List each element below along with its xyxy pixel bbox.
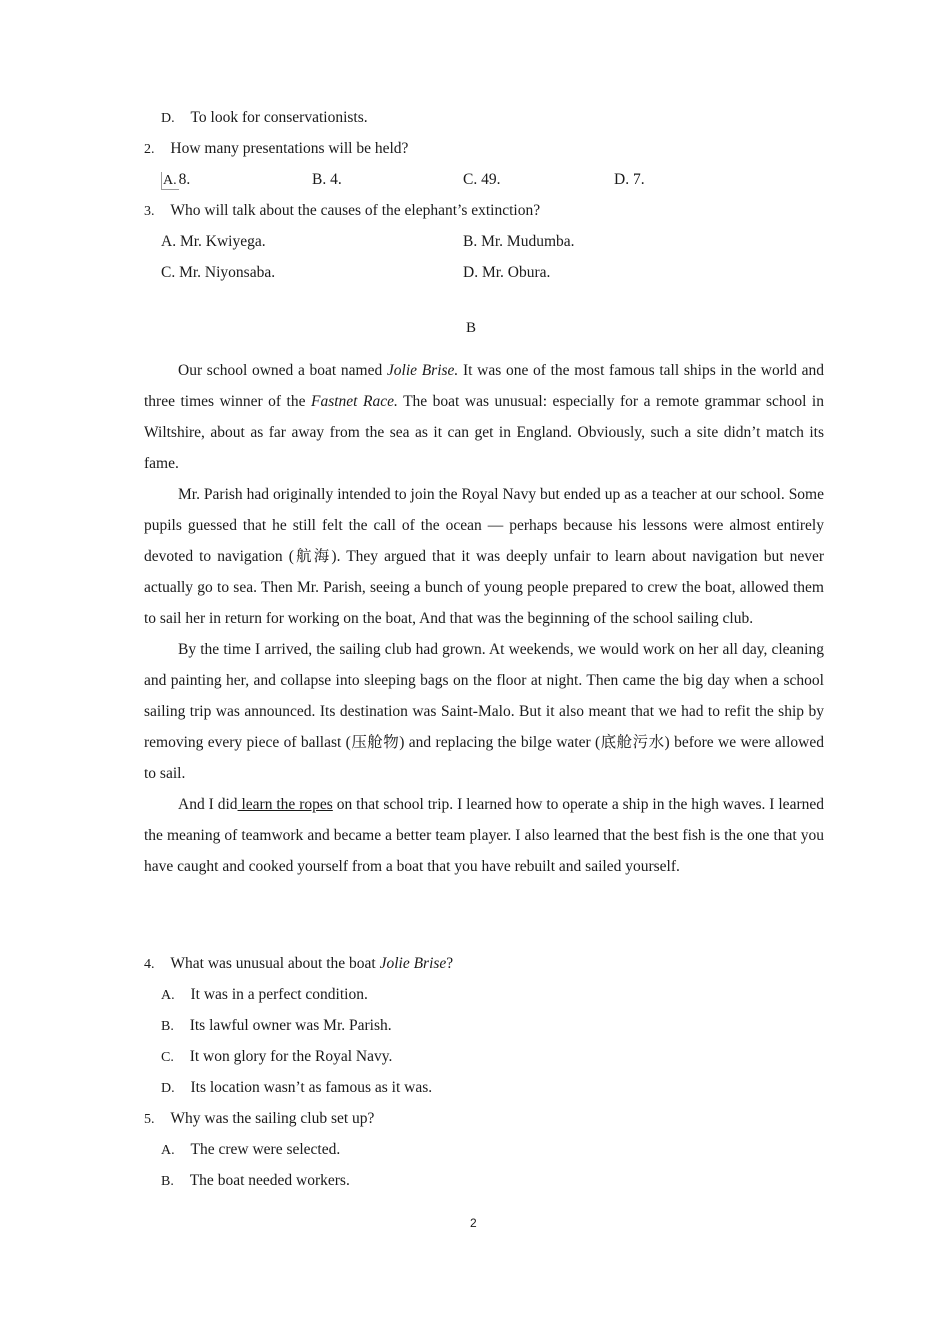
q2-option-a — [161, 170, 190, 190]
option-letter: B. — [161, 1174, 174, 1189]
option-letter: A. — [163, 173, 177, 188]
text-run: What was unusual about the boat — [170, 955, 380, 972]
boat-name: Jolie Brise — [379, 955, 447, 972]
paragraph-4 — [144, 789, 824, 882]
question-number: 4. — [144, 957, 155, 972]
passage — [144, 355, 824, 882]
option-text: 8. — [178, 171, 191, 188]
text-run: Our school owned a boat named — [178, 362, 387, 379]
question-stem: How many presentations will be held? — [170, 140, 409, 157]
q3-option-c: C. Mr. Niyonsaba. — [161, 264, 276, 281]
text-run: on that school trip. I learned how to operate a ship in the high waves. I learned the meaning of teamwork and became a better team player. I also learned that the best fish is the one that you have caught and cooked yourself from a boat that you have rebuilt and sailed yourself. — [144, 796, 824, 875]
question-2 — [144, 139, 408, 160]
q4-option-a — [161, 985, 368, 1006]
race-name: Fastnet Race. — [310, 393, 398, 410]
question-4 — [144, 954, 453, 975]
q4-option-d — [161, 1078, 432, 1099]
paragraph-2: Mr. Parish had originally intended to join the Royal Navy but ended up as a teacher at our school. Some pupils guessed that he still felt the call of the ocean — perhaps because his lessons were almost entirely devoted to navigation (航海). They argued that it was deeply unfair to learn about navigation but never actually go to sea. Then Mr. Parish, seeing a bunch of young people prepared to crew the boat, allowed them to sail her in return for working on the boat, And that was the beginning of the school sailing club. — [144, 486, 824, 627]
option-letter: A. — [161, 988, 175, 1003]
option-letter: D. — [161, 1081, 175, 1096]
option-text: The boat needed workers. — [189, 1172, 350, 1189]
option-letter: D. — [161, 111, 175, 126]
q2-option-b: B. 4. — [312, 171, 342, 188]
q1-option-d — [161, 108, 368, 129]
paragraph-3: By the time I arrived, the sailing club had grown. At weekends, we would work on her all day, cleaning and painting her, and collapse into sleeping bags on the floor at night. Then came the big day when a school sailing trip was announced. Its destination was Saint-Malo. But it also meant that we had to refit the ship by removing every piece of ballast (压舱物) and replacing the bilge water (底舱污水) before we were allowed to sail. — [144, 641, 824, 782]
question-number: 5. — [144, 1112, 155, 1127]
q2-option-d: D. 7. — [614, 171, 645, 188]
q5-option-a — [161, 1140, 340, 1161]
option-letter: B. — [161, 1019, 174, 1034]
option-text: Its lawful owner was Mr. Parish. — [189, 1017, 392, 1034]
question-number: 2. — [144, 142, 155, 157]
q2-option-c: C. 49. — [463, 171, 501, 188]
option-letter: A. — [161, 1143, 175, 1158]
q4-option-c — [161, 1047, 392, 1068]
option-letter: C. — [161, 1050, 174, 1065]
q5-option-b — [161, 1171, 350, 1192]
option-text: The crew were selected. — [190, 1141, 341, 1158]
text-run: And I did — [178, 796, 238, 813]
question-stem — [170, 955, 453, 972]
text-run: It was one of the most famous tall ships in the world and three times winner of the — [144, 362, 825, 410]
q4-option-b — [161, 1016, 392, 1037]
q3-option-a: A. Mr. Kwiyega. — [161, 233, 266, 250]
text-run: ? — [446, 955, 454, 972]
question-3 — [144, 201, 540, 222]
question-number: 3. — [144, 204, 155, 219]
paragraph-1 — [144, 355, 824, 479]
option-text: To look for conservationists. — [190, 109, 368, 126]
question-5 — [144, 1109, 374, 1130]
option-text: It was in a perfect condition. — [190, 986, 368, 1003]
section-label: B — [466, 320, 477, 336]
option-box — [161, 172, 179, 190]
underlined-phrase: learn the ropes — [237, 796, 333, 813]
option-text: Its location wasn’t as famous as it was. — [190, 1079, 433, 1096]
boat-name: Jolie Brise. — [386, 362, 459, 379]
question-stem: Who will talk about the causes of the elephant’s extinction? — [170, 202, 541, 219]
q3-option-d: D. Mr. Obura. — [463, 264, 551, 281]
q3-option-b: B. Mr. Mudumba. — [463, 233, 575, 250]
option-text: It won glory for the Royal Navy. — [189, 1048, 393, 1065]
text-run: The boat was unusual: especially for a remote grammar school in Wiltshire, about as far away from the sea as it can get in England. Obviously, such a site didn’t match its fame. — [144, 393, 824, 472]
question-stem: Why was the sailing club set up? — [170, 1110, 375, 1127]
page-number: 2 — [470, 1216, 477, 1230]
